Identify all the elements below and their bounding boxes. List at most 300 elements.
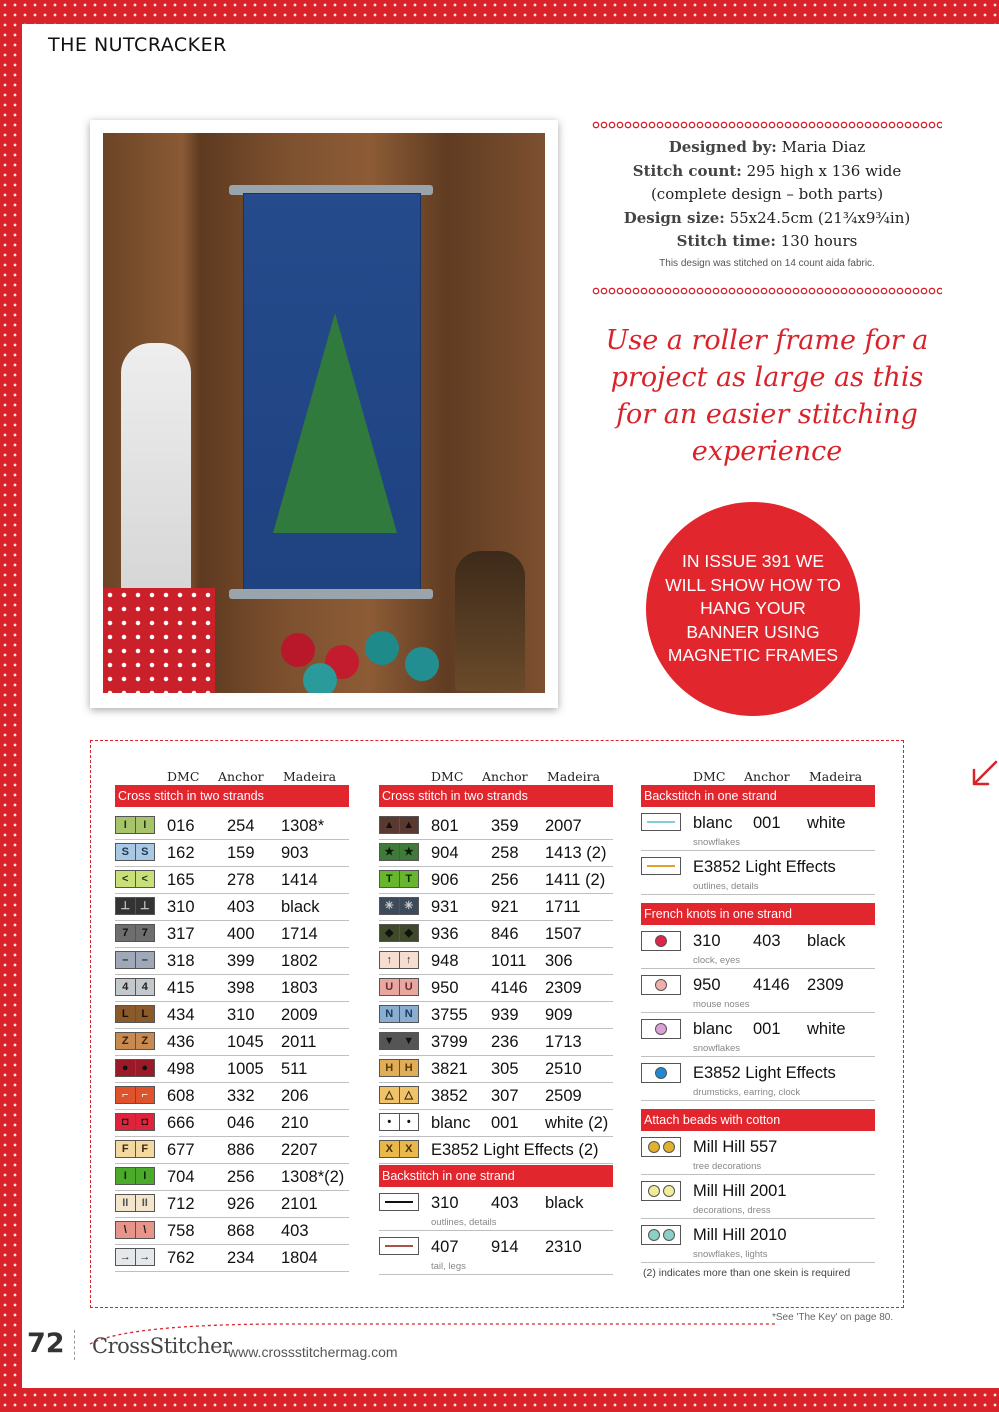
symbol-glyph: ▲ — [399, 817, 419, 833]
nutcracker-banner-photo — [103, 133, 545, 693]
key-row — [115, 1002, 349, 1029]
symbol-glyph: ◆ — [385, 926, 394, 939]
dmc-value: 704 — [167, 1168, 195, 1186]
usage-note: tail, legs — [431, 1261, 466, 1272]
stitch-symbol-icon — [115, 978, 155, 996]
symbol-glyph: ⌐ — [135, 1087, 155, 1103]
stitch-symbol-icon — [379, 1032, 419, 1050]
madeira-value: 2207 — [281, 1141, 318, 1159]
anchor-value: 914 — [491, 1238, 519, 1256]
photo-frame — [90, 120, 558, 708]
key-row — [379, 1002, 613, 1029]
backstitch-line-icon — [641, 813, 681, 831]
bead-icon — [641, 1137, 681, 1157]
key-row — [115, 1083, 349, 1110]
anchor-value: 236 — [491, 1033, 519, 1051]
symbol-glyph: X — [385, 1142, 393, 1155]
stitch-symbol-icon — [379, 1059, 419, 1077]
symbol-glyph: 7 — [122, 926, 129, 939]
symbol-glyph: F — [121, 1142, 129, 1155]
backstitch-row — [641, 807, 875, 851]
ornament-teal — [303, 663, 337, 693]
backstitch-line-icon — [379, 1193, 419, 1211]
column-header-dmc: DMC — [167, 769, 200, 784]
anchor-value: 1005 — [227, 1060, 264, 1078]
symbol-glyph: L — [121, 1007, 129, 1020]
anchor-value: 846 — [491, 925, 519, 943]
dmc-value: 3852 — [431, 1087, 468, 1105]
symbol-glyph: 7 — [135, 925, 155, 941]
symbol-glyph: ★ — [384, 845, 395, 858]
symbol-glyph: ● — [121, 1061, 129, 1074]
column-header-madeira: Madeira — [809, 769, 863, 784]
stitch-symbol-icon — [115, 843, 155, 861]
stitch-time-label: Stitch time: — [676, 232, 776, 250]
madeira-value: 1804 — [281, 1249, 318, 1267]
magazine-url[interactable]: www.crossstitchermag.com — [228, 1344, 398, 1360]
key-row — [115, 840, 349, 867]
symbol-glyph: △ — [399, 1087, 419, 1103]
madeira-value: 2310 — [545, 1238, 582, 1256]
madeira-value: 1308* — [281, 817, 325, 835]
anchor-value: 001 — [491, 1114, 519, 1132]
key-row — [115, 894, 349, 921]
stitch-symbol-icon — [379, 951, 419, 969]
dmc-value: 318 — [167, 952, 195, 970]
anchor-value: 4146 — [491, 979, 528, 997]
madeira-value: 1802 — [281, 952, 318, 970]
dmc-value: 498 — [167, 1060, 195, 1078]
key-row — [115, 948, 349, 975]
french-knot-icon — [641, 1063, 681, 1083]
dmc-value: 436 — [167, 1033, 195, 1051]
stitch-count-label: Stitch count: — [632, 161, 742, 180]
anchor-value: 1045 — [227, 1033, 264, 1051]
symbol-glyph: I — [135, 817, 155, 833]
anchor-value: 307 — [491, 1087, 519, 1105]
symbol-glyph: • — [399, 1114, 419, 1130]
symbol-glyph: Z — [135, 1033, 155, 1049]
madeira-value: 1803 — [281, 979, 318, 997]
madeira-value: 206 — [281, 1087, 309, 1105]
symbol-glyph: U — [385, 980, 394, 993]
symbol-glyph: ◘ — [135, 1114, 155, 1130]
madeira-value: 2309 — [807, 976, 844, 994]
dmc-value: 666 — [167, 1114, 195, 1132]
madeira-value: 2011 — [281, 1033, 317, 1051]
madeira-value: 2510 — [545, 1060, 582, 1078]
anchor-value: 305 — [491, 1060, 519, 1078]
banner-bottom-rod — [229, 589, 433, 599]
dmc-value: E3852 Light Effects — [693, 1064, 836, 1082]
lantern — [455, 551, 525, 691]
arrow-icon — [968, 758, 999, 790]
anchor-value: 234 — [227, 1249, 255, 1267]
key-row — [379, 1083, 613, 1110]
usage-note: outlines, details — [431, 1217, 497, 1228]
symbol-glyph: – — [122, 953, 129, 966]
dmc-value: 3821 — [431, 1060, 468, 1078]
section-header: Backstitch in one strand — [641, 785, 875, 807]
anchor-value: 254 — [227, 817, 255, 835]
dmc-value: 3799 — [431, 1033, 468, 1051]
dmc-value: 608 — [167, 1087, 195, 1105]
usage-note: mouse noses — [693, 999, 750, 1010]
anchor-value: 256 — [491, 871, 519, 889]
dmc-value: 677 — [167, 1141, 195, 1159]
key-row — [379, 867, 613, 894]
usage-note: outlines, details — [693, 881, 759, 892]
anchor-value: 399 — [227, 952, 255, 970]
symbol-glyph: – — [135, 952, 155, 968]
dmc-value: blanc — [693, 1020, 733, 1038]
madeira-value: 1308*(2) — [281, 1168, 345, 1186]
bead-label: Mill Hill 557 — [693, 1138, 778, 1156]
french-knot-row — [641, 925, 875, 969]
stitch-symbol-icon — [115, 1248, 155, 1266]
madeira-value: 306 — [545, 952, 573, 970]
bead-label: Mill Hill 2010 — [693, 1226, 787, 1244]
french-knot-row — [641, 1057, 875, 1101]
anchor-value: 001 — [753, 814, 781, 832]
stitch-symbol-icon — [379, 843, 419, 861]
stitch-symbol-icon — [115, 1113, 155, 1131]
column-header-dmc: DMC — [431, 769, 464, 784]
french-knot-row — [641, 969, 875, 1013]
footer-separator — [74, 1330, 76, 1360]
dmc-value: 762 — [167, 1249, 195, 1267]
stitched-tree — [273, 313, 397, 533]
dmc-value: 906 — [431, 871, 459, 889]
key-row — [115, 975, 349, 1002]
backstitch-line-icon — [379, 1237, 419, 1255]
madeira-value: 1507 — [545, 925, 582, 943]
stitch-symbol-icon — [115, 1140, 155, 1158]
madeira-value: 1714 — [281, 925, 318, 943]
symbol-glyph: < — [122, 872, 129, 885]
stitch-symbol-icon — [379, 897, 419, 915]
dmc-value: 434 — [167, 1006, 195, 1024]
symbol-glyph: L — [135, 1006, 155, 1022]
anchor-value: 001 — [753, 1020, 781, 1038]
dmc-value: E3852 Light Effects (2) — [431, 1141, 599, 1159]
symbol-glyph: ▼ — [399, 1033, 419, 1049]
symbol-glyph: < — [135, 871, 155, 887]
gift-box — [103, 588, 215, 693]
usage-note: clock, eyes — [693, 955, 740, 966]
anchor-value: 868 — [227, 1222, 255, 1240]
french-knot-icon — [641, 931, 681, 951]
symbol-glyph: △ — [385, 1088, 394, 1101]
dmc-value: blanc — [693, 814, 733, 832]
dmc-value: 950 — [431, 979, 459, 997]
madeira-value: 2309 — [545, 979, 582, 997]
dmc-value: 3755 — [431, 1006, 468, 1024]
page-title: THE NUTCRACKER — [48, 34, 227, 56]
column-header-madeira: Madeira — [283, 769, 337, 784]
madeira-value: black — [807, 932, 846, 950]
symbol-glyph: T — [385, 872, 393, 885]
anchor-value: 400 — [227, 925, 255, 943]
bead-row — [641, 1131, 875, 1175]
dmc-value: 016 — [167, 817, 195, 835]
key-row — [115, 1137, 349, 1164]
anchor-value: 403 — [753, 932, 781, 950]
symbol-glyph: H — [399, 1060, 419, 1076]
key-row — [115, 1110, 349, 1137]
symbol-glyph: X — [399, 1141, 419, 1157]
symbol-glyph: II — [122, 1196, 129, 1209]
stitch-count-value: 295 high x 136 wide — [746, 161, 902, 180]
anchor-value: 359 — [491, 817, 519, 835]
symbol-glyph: I — [123, 1169, 127, 1182]
dmc-value: blanc — [431, 1114, 471, 1132]
wavy-divider-top — [592, 120, 942, 130]
usage-note: decorations, dress — [693, 1205, 771, 1216]
usage-note: snowflakes — [693, 1043, 740, 1054]
stitch-symbol-icon — [115, 924, 155, 942]
stitch-symbol-icon — [115, 951, 155, 969]
anchor-value: 256 — [227, 1168, 255, 1186]
section-header: Cross stitch in two strands — [379, 785, 613, 807]
anchor-value: 332 — [227, 1087, 255, 1105]
dmc-value: 950 — [693, 976, 721, 994]
stitch-symbol-icon — [115, 1059, 155, 1077]
key-row — [115, 1056, 349, 1083]
key-row — [379, 921, 613, 948]
page — [22, 24, 999, 1388]
ornament-teal — [405, 647, 439, 681]
symbol-glyph: II — [135, 1195, 155, 1211]
key-row — [115, 1191, 349, 1218]
dmc-value: 407 — [431, 1238, 459, 1256]
symbol-glyph: ⊥ — [120, 899, 131, 912]
key-row — [115, 867, 349, 894]
column-header-dmc: DMC — [693, 769, 726, 784]
key-row — [115, 921, 349, 948]
design-info — [592, 136, 942, 274]
key-row — [379, 1137, 613, 1164]
bead-label: Mill Hill 2001 — [693, 1182, 787, 1200]
design-size-value: 55x24.5cm (21¾x9¾in) — [729, 208, 911, 227]
bead-icon — [641, 1225, 681, 1245]
dmc-value: 904 — [431, 844, 459, 862]
stitch-symbol-icon — [115, 1005, 155, 1023]
anchor-value: 921 — [491, 898, 519, 916]
column-header-anchor: Anchor — [218, 769, 264, 784]
symbol-glyph: \ — [123, 1223, 127, 1236]
dmc-value: 758 — [167, 1222, 195, 1240]
issue-callout-text: IN ISSUE 391 WE WILL SHOW HOW TO HANG YOUR BANNER USING MAGNETIC FRAMES — [665, 551, 841, 666]
anchor-value: 310 — [227, 1006, 255, 1024]
anchor-value: 278 — [227, 871, 255, 889]
anchor-value: 403 — [491, 1194, 519, 1212]
key-row — [379, 975, 613, 1002]
symbol-glyph: 4 — [122, 980, 129, 993]
stitch-time-value: 130 hours — [780, 232, 858, 250]
anchor-value: 403 — [227, 898, 255, 916]
designed-by-label: Designed by: — [668, 138, 777, 156]
key-row — [115, 1164, 349, 1191]
stitch-count-note: (complete design – both parts) — [650, 185, 884, 203]
bead-row — [641, 1175, 875, 1219]
madeira-value: 403 — [281, 1222, 309, 1240]
symbol-glyph: ✳ — [399, 898, 419, 914]
anchor-value: 939 — [491, 1006, 519, 1024]
bead-icon — [641, 1181, 681, 1201]
stitch-symbol-icon — [379, 924, 419, 942]
section-header: Attach beads with cotton — [641, 1109, 875, 1131]
dmc-value: 801 — [431, 817, 459, 835]
key-row — [379, 894, 613, 921]
stitch-symbol-icon — [115, 1194, 155, 1212]
madeira-value: white (2) — [545, 1114, 609, 1132]
anchor-value: 258 — [491, 844, 519, 862]
symbol-glyph: ▼ — [383, 1034, 395, 1047]
dmc-value: 310 — [431, 1194, 459, 1212]
madeira-value: 1413 (2) — [545, 844, 607, 862]
stitch-symbol-icon — [379, 1086, 419, 1104]
dmc-value: 310 — [693, 932, 721, 950]
design-size-label: Design size: — [623, 208, 725, 227]
symbol-glyph: I — [123, 818, 127, 831]
ornament-red — [281, 633, 315, 667]
madeira-value: 2007 — [545, 817, 582, 835]
usage-note: snowflakes, lights — [693, 1249, 768, 1260]
dmc-value: 310 — [167, 898, 195, 916]
stitch-symbol-icon — [115, 897, 155, 915]
section-header: Backstitch in one strand — [379, 1165, 613, 1187]
dmc-value: 712 — [167, 1195, 195, 1213]
madeira-value: 1713 — [545, 1033, 582, 1051]
dmc-value: E3852 Light Effects — [693, 858, 836, 876]
ornament-teal — [365, 631, 399, 665]
fabric-note: This design was stitched on 14 count aida fabric. — [659, 257, 875, 269]
backstitch-row — [379, 1187, 613, 1231]
dmc-value: 415 — [167, 979, 195, 997]
madeira-value: black — [281, 898, 320, 916]
symbol-glyph: \ — [135, 1222, 155, 1238]
symbol-glyph: ↑ — [399, 952, 419, 968]
backstitch-row — [641, 851, 875, 895]
dmc-value: 948 — [431, 952, 459, 970]
skein-note: (2) indicates more than one skein is required — [643, 1267, 851, 1279]
madeira-value: 2509 — [545, 1087, 582, 1105]
madeira-value: 1411 (2) — [545, 871, 606, 889]
key-row — [379, 840, 613, 867]
anchor-value: 159 — [227, 844, 255, 862]
stitch-symbol-icon — [379, 978, 419, 996]
section-header: French knots in one strand — [641, 903, 875, 925]
key-row — [379, 1029, 613, 1056]
section-header: Cross stitch in two strands — [115, 785, 349, 807]
madeira-value: 1711 — [545, 898, 581, 916]
madeira-value: black — [545, 1194, 584, 1212]
symbol-glyph: ◆ — [399, 925, 419, 941]
key-row — [379, 1110, 613, 1137]
anchor-value: 046 — [227, 1114, 255, 1132]
symbol-glyph: 4 — [135, 979, 155, 995]
madeira-value: 903 — [281, 844, 309, 862]
anchor-value: 1011 — [491, 952, 527, 970]
symbol-glyph: T — [399, 871, 419, 887]
roller-frame-tip: Use a roller frame for a project as large as this for an easier stitching experience — [605, 325, 929, 467]
symbol-glyph: → — [135, 1249, 155, 1265]
stitch-symbol-icon — [379, 816, 419, 834]
stitch-symbol-icon — [115, 1032, 155, 1050]
symbol-glyph: S — [121, 845, 129, 858]
issue-callout — [646, 502, 860, 716]
madeira-value: 210 — [281, 1114, 309, 1132]
symbol-glyph: ✳ — [384, 899, 394, 912]
key-row — [115, 1218, 349, 1245]
bead-row — [641, 1219, 875, 1263]
symbol-glyph: Z — [121, 1034, 129, 1047]
stitch-symbol-icon — [115, 1167, 155, 1185]
symbol-glyph: → — [119, 1250, 131, 1263]
symbol-glyph: F — [135, 1141, 155, 1157]
usage-note: drumsticks, earring, clock — [693, 1087, 801, 1098]
symbol-glyph: ⌐ — [122, 1088, 129, 1101]
stitch-symbol-icon — [115, 870, 155, 888]
madeira-value: 511 — [281, 1060, 308, 1078]
madeira-value: 2101 — [281, 1195, 318, 1213]
symbol-glyph: N — [385, 1007, 394, 1020]
anchor-value: 398 — [227, 979, 255, 997]
usage-note: tree decorations — [693, 1161, 762, 1172]
key-row — [379, 948, 613, 975]
french-knot-icon — [641, 975, 681, 995]
key-row — [115, 1245, 349, 1272]
french-knot-icon — [641, 1019, 681, 1039]
anchor-value: 926 — [227, 1195, 255, 1213]
dmc-value: 936 — [431, 925, 459, 943]
madeira-value: 909 — [545, 1006, 573, 1024]
column-header-madeira: Madeira — [547, 769, 601, 784]
symbol-glyph: ▲ — [383, 818, 395, 831]
stitch-symbol-icon — [379, 1113, 419, 1131]
see-key-note: *See 'The Key' on page 80. — [772, 1312, 894, 1323]
magazine-logo: CrossStitcher — [92, 1334, 232, 1358]
madeira-value: white — [807, 1020, 846, 1038]
french-knot-row — [641, 1013, 875, 1057]
page-number: 72 — [27, 1328, 65, 1359]
nutcracker-figure — [121, 343, 191, 593]
stitch-symbol-icon — [115, 816, 155, 834]
dmc-value: 165 — [167, 871, 195, 889]
backstitch-line-icon — [641, 857, 681, 875]
usage-note: snowflakes — [693, 837, 740, 848]
symbol-glyph: I — [135, 1168, 155, 1184]
backstitch-row — [379, 1231, 613, 1275]
designed-by-value: Maria Diaz — [781, 138, 866, 156]
stitch-symbol-icon — [115, 1221, 155, 1239]
madeira-value: white — [807, 814, 846, 832]
dmc-value: 317 — [167, 925, 195, 943]
symbol-glyph: N — [399, 1006, 419, 1022]
key-row — [115, 1029, 349, 1056]
stitch-symbol-icon — [379, 1140, 419, 1158]
stitch-symbol-icon — [379, 1005, 419, 1023]
symbol-glyph: ↑ — [386, 953, 392, 966]
symbol-glyph: • — [387, 1115, 392, 1128]
madeira-value: 1414 — [281, 871, 318, 889]
symbol-glyph: ★ — [399, 844, 419, 860]
column-header-anchor: Anchor — [744, 769, 790, 784]
stitch-key — [90, 740, 904, 1308]
anchor-value: 886 — [227, 1141, 255, 1159]
wavy-divider-bottom — [592, 286, 942, 296]
